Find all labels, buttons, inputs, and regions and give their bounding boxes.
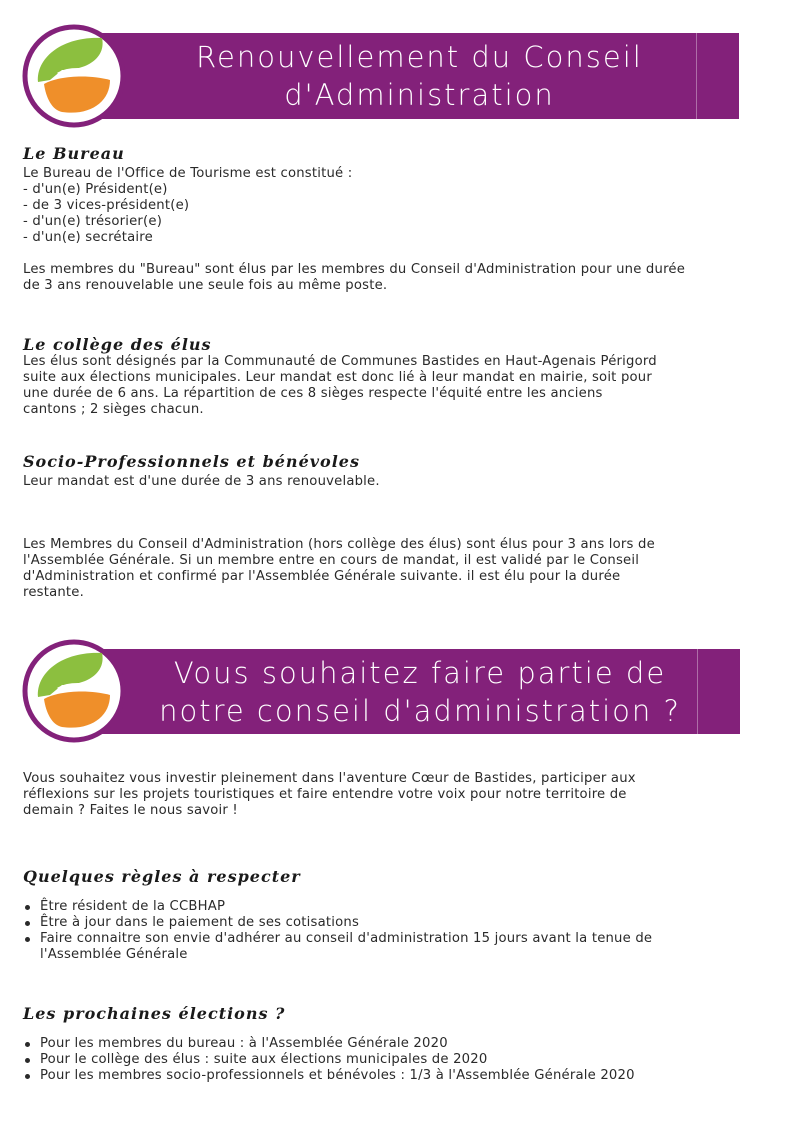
elus-line: Les élus sont désignés par la Communauté de Communes Bastides en Haut-Agenais Périgord — [23, 354, 657, 369]
list-item: Être résident de la CCBHAP — [23, 899, 652, 915]
bureau-line: Le Bureau de l'Office de Tourisme est constitué : — [23, 166, 353, 181]
bureau-line: - d'un(e) trésorier(e) — [23, 214, 163, 229]
list-item: Faire connaitre son envie d'adhérer au conseil d'administration 15 jours avant la tenue de — [23, 931, 652, 947]
list-item: Pour les membres socio-professionnels et bénévoles : 1/3 à l'Assemblée Générale 2020 — [23, 1068, 635, 1084]
invest-line: demain ? Faites le nous savoir ! — [23, 803, 238, 818]
banner-title-line-1: Renouvellement du Conseil — [196, 40, 643, 74]
elections-list — [23, 1036, 635, 1084]
membres-line: restante. — [23, 585, 85, 600]
socio-text — [23, 474, 380, 490]
banner2-divider — [697, 649, 698, 734]
banner-renouvellement — [100, 33, 739, 119]
banner-divider — [696, 33, 697, 119]
logo-icon — [22, 639, 126, 743]
list-item: Pour le collège des élus : suite aux élections municipales de 2020 — [23, 1052, 635, 1068]
list-item: Être à jour dans le paiement de ses cotisations — [23, 915, 652, 931]
elus-line: une durée de 6 ans. La répartition de ces 8 sièges respecte l'équité entre les anciens — [23, 386, 603, 401]
heading-elections: Les prochaines élections ? — [23, 1004, 286, 1023]
bureau-line: - d'un(e) secrétaire — [23, 230, 153, 245]
banner-title-line-2: d'Administration — [284, 78, 555, 112]
list-item-continuation: l'Assemblée Générale — [40, 947, 188, 962]
regles-list — [23, 899, 652, 963]
heading-socio-professionnels: Socio-Professionnels et bénévoles — [23, 452, 360, 471]
elus-line: cantons ; 2 sièges chacun. — [23, 402, 204, 417]
bureau-list — [23, 166, 352, 246]
invest-paragraph — [23, 771, 636, 819]
banner2-title-line-1: Vous souhaitez faire partie de — [173, 656, 667, 690]
membres-line: Les Membres du Conseil d'Administration (hors collège des élus) sont élus pour 3 ans lors de — [23, 537, 655, 552]
invest-line: Vous souhaitez vous investir pleinement dans l'aventure Cœur de Bastides, participer aux — [23, 771, 636, 786]
invest-line: réflexions sur les projets touristiques et faire entendre votre voix pour notre territoire de — [23, 787, 627, 802]
heading-college-elus: Le collège des élus — [23, 335, 212, 354]
membres-paragraph — [23, 537, 655, 601]
bureau-paragraph — [23, 262, 685, 294]
bureau-para-line: Les membres du "Bureau" sont élus par les membres du Conseil d'Administration pour une durée — [23, 262, 686, 277]
banner2-title-line-2: notre conseil d'administration ? — [159, 694, 681, 728]
elus-line: suite aux élections municipales. Leur mandat est donc lié à leur mandat en mairie, soit pour — [23, 370, 652, 385]
socio-line: Leur mandat est d'une durée de 3 ans renouvelable. — [23, 474, 380, 489]
banner-rejoindre — [100, 649, 740, 734]
elus-paragraph — [23, 354, 657, 418]
heading-regles: Quelques règles à respecter — [23, 867, 301, 886]
membres-line: l'Assemblée Générale. Si un membre entre en cours de mandat, il est validé par le Conseil — [23, 553, 640, 568]
membres-line: d'Administration et confirmé par l'Assemblée Générale suivante. il est élu pour la durée — [23, 569, 621, 584]
list-item: Pour les membres du bureau : à l'Assemblée Générale 2020 — [23, 1036, 635, 1052]
heading-bureau: Le Bureau — [23, 144, 125, 163]
bureau-para-line: de 3 ans renouvelable une seule fois au même poste. — [23, 278, 388, 293]
bureau-line: - de 3 vices-président(e) — [23, 198, 190, 213]
bureau-line: - d'un(e) Président(e) — [23, 182, 168, 197]
logo-icon — [22, 24, 126, 128]
